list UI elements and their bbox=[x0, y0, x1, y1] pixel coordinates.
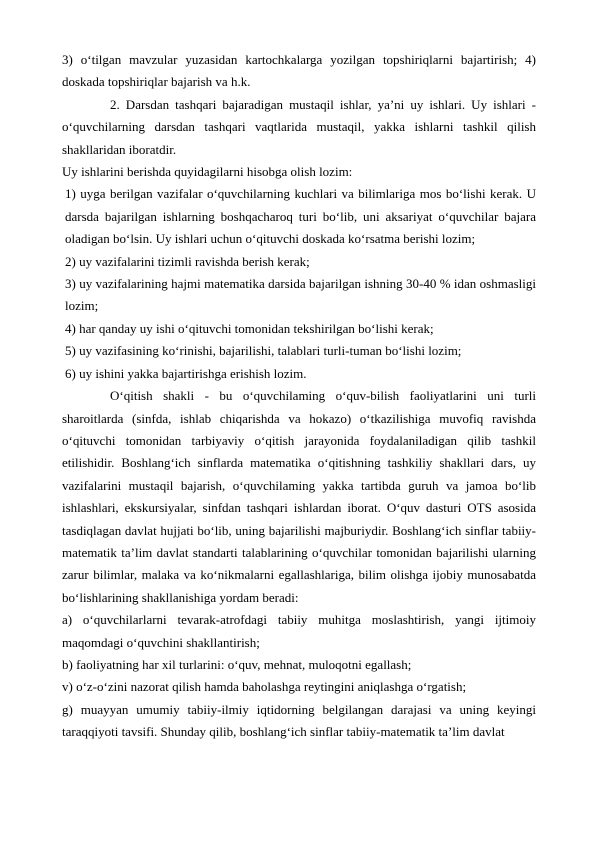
document-page bbox=[62, 49, 536, 744]
list-item-b: b) faoliyatning har xil turlarini: o‘quv, mehnat, muloqotni egallash; bbox=[62, 656, 412, 672]
list-item-2: 2) uy vazifalarini tizimli ravishda berish kerak; bbox=[65, 253, 310, 269]
paragraph-homework-intro: 2. Darsdan tashqari bajaradigan mustaqil ishlar, ya’ni uy ishlari. Uy ishlari - o‘quvchilarning darsdan tashqari vaqtlarida mustaqil, yakka ishlarni tashkil qilish shakllaridan iboratdir. bbox=[62, 96, 536, 157]
list-item-6: 6) uy ishini yakka bajartirishga erishish lozim. bbox=[65, 365, 307, 381]
list-item-v: v) o‘z-o‘zini nazorat qilish hamda baholashga reytingini aniqlashga o‘rgatish; bbox=[62, 679, 467, 695]
list-item-1: 1) uyga berilgan vazifalar o‘quvchilarning kuchlari va bilimlariga mos bo‘lishi kerak. U darsda bajarilgan ishlarning boshqacharoq turi bo‘lib, uni aksariyat o‘quvchilar bajara oladigan bo‘lsin. Uy ishlari uchun o‘qituvchi doskada ko‘rsatma berishi lozim; bbox=[65, 186, 536, 247]
paragraph-continuation: 3) o‘tilgan mavzular yuzasidan kartochkalarga yozilgan topshiriqlarni bajartirish; 4) doskada topshiriqlar bajarish va h.k. bbox=[62, 52, 536, 90]
list-item-5: 5) uy vazifasining ko‘rinishi, bajarilishi, talablari turli-tuman bo‘lishi lozim; bbox=[65, 343, 462, 359]
list-item-3: 3) uy vazifalarining hajmi matematika darsida bajarilgan ishning 30-40 % idan oshmasligi lozim; bbox=[65, 276, 536, 314]
list-item-g: g) muayyan umumiy tabiiy-ilmiy iqtidorning belgilangan darajasi va uning keyingi taraqqiyoti tavsifi. Shunday qilib, boshlang‘ich sinflar tabiiy-matematik ta’lim davlat bbox=[62, 701, 536, 740]
list-item-4: 4) har qanday uy ishi o‘qituvchi tomonidan tekshirilgan bo‘lishi kerak; bbox=[65, 320, 434, 336]
paragraph-teaching-form: O‘qitish shakli - bu o‘quvchilaming o‘quv-bilish faoliyatlarini uni turli sharoitlarda (sinfda, ishlab chiqarishda va hokazo) o‘tkazilishiga muvofiq ravishda o‘qituvchi tomonidan tarbiyaviy o‘qitish jarayonida foydalaniladigan qilib tashkil etilishidir. Boshlang‘ich sinflarda matematika o‘qitishning tashkiliy shakllari dars, uy vazifalarini mustaqil bajarish, o‘quvchilaming yakka tartibda guruh va jamoa bo‘lib ishlashlari, ekskursiyalar, sinfdan tashqari ishlardan iborat. O‘quv dasturi OTS asosida tasdiqlagan davlat hujjati bo‘lib, uning bajarilishi majburiydir. Boshlang‘ich sinflar tabiiy-matematik ta’lim davlat standarti talablarining o‘quvchilar tomonidan bajarilishi ularning zarur bilimlar, malaka va ko‘nikmalarni egallashlariga, bilim olishga ijobiy munosabatda bo‘lishlarining shakllanishiga yordam beradi: bbox=[62, 388, 536, 605]
paragraph-homework-lead: Uy ishlarini berishda quyidagilarni hisobga olish lozim: bbox=[62, 164, 353, 180]
list-item-a: a) o‘quvchilarlarni tevarak-atrofdagi tabiiy muhitga moslashtirish, yangi ijtimoiy maqomdagi o‘quvchini shakllantirish; bbox=[62, 612, 536, 650]
